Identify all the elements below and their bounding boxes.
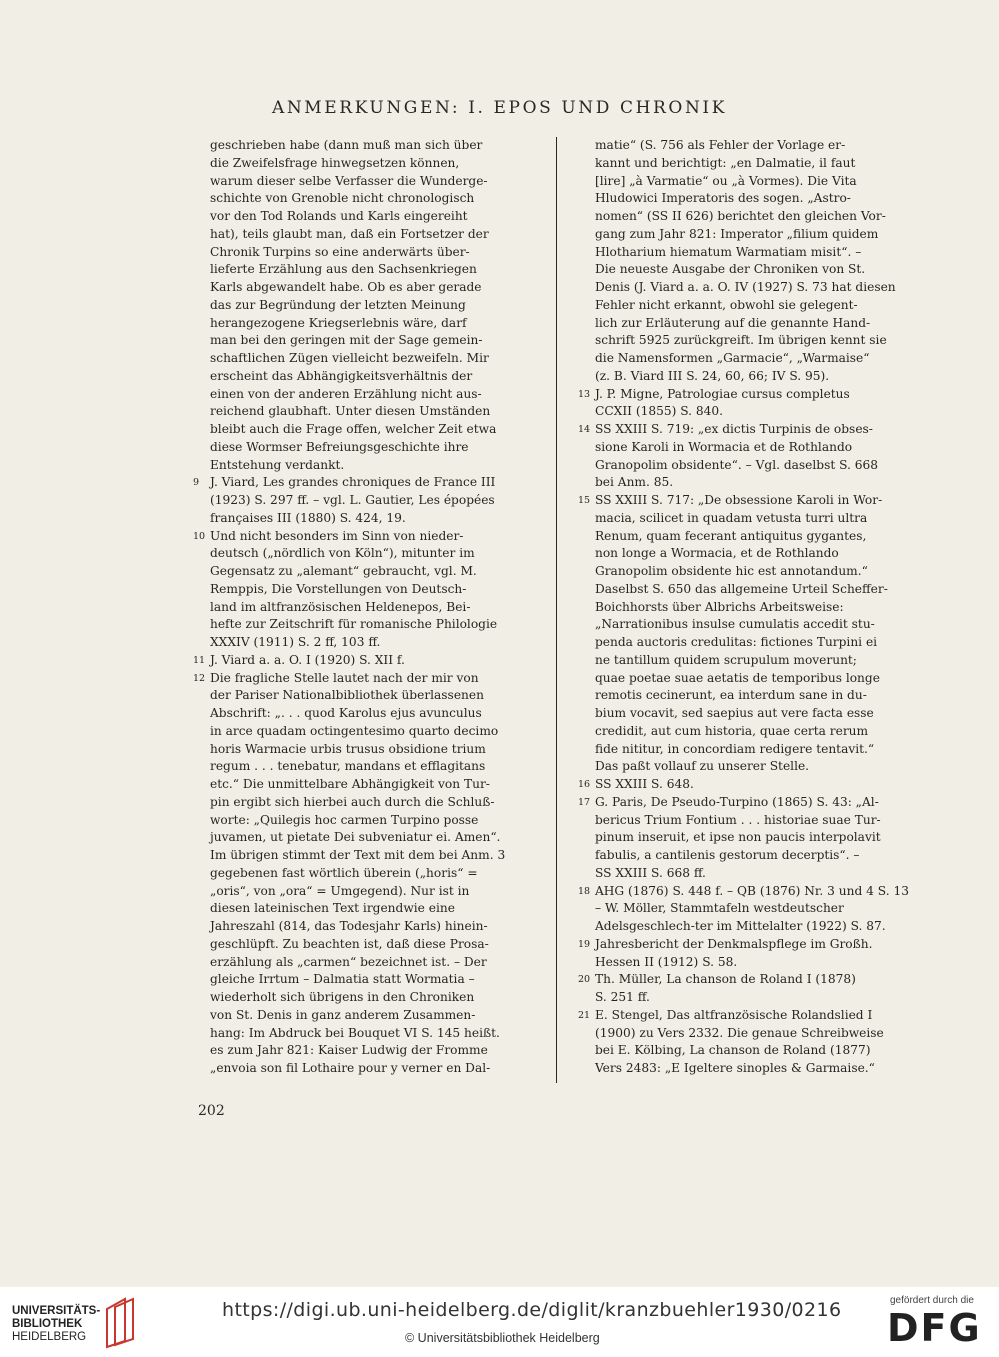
text-line	[193, 297, 536, 315]
text-line	[193, 563, 536, 581]
line-text: (z. B. Viard III S. 24, 60, 66; IV S. 95).	[595, 368, 830, 383]
text-line	[193, 474, 536, 492]
line-text: einen von der anderen Erzählung nicht aus-	[210, 386, 482, 401]
line-text: Hludowici Imperatoris des sogen. „Astro-	[595, 191, 851, 206]
text-line	[193, 599, 536, 617]
footnote-number: 21	[578, 1009, 591, 1021]
line-text: Jahresbericht der Denkmalspflege im Großh.	[595, 936, 873, 951]
line-text: S. 251 ff.	[595, 990, 650, 1004]
line-text: fabulis, a cantilenis gestorum decerptis“. –	[595, 848, 860, 862]
line-text: Th. Müller, La chanson de Roland I (1878)	[595, 972, 856, 987]
line-text: françaises III (1880) S. 424, 19.	[210, 510, 406, 525]
text-line	[578, 865, 922, 883]
line-text: Hlotharium hiematum Warmatiam misit“. –	[595, 244, 862, 259]
text-line	[193, 918, 536, 936]
text-line	[578, 1025, 922, 1043]
library-logo-icon	[103, 1295, 139, 1349]
line-text: bericus Trium Fontium . . . historiae suae Tur-	[595, 812, 881, 827]
text-line	[193, 1025, 536, 1043]
line-text: fide nititur, in concordiam redigere tentavit.“	[595, 741, 875, 756]
library-name-line3: HEIDELBERG	[12, 1331, 87, 1343]
text-line	[578, 208, 922, 226]
left-column	[193, 137, 536, 1078]
line-text: Die fragliche Stelle lautet nach der mir von	[210, 670, 479, 685]
line-text: G. Paris, De Pseudo-Turpino (1865) S. 43: „Al-	[595, 794, 879, 809]
footnote-number: 10	[193, 530, 206, 542]
line-text: quae poetae suae aetatis de temporibus longe	[595, 670, 880, 685]
text-line	[193, 492, 536, 510]
line-text: hat), teils glaubt man, daß ein Fortsetzer der	[210, 226, 489, 241]
text-line	[578, 261, 922, 279]
line-text: remotis cecinerunt, ea interdum sane in du-	[595, 688, 867, 703]
footnote-number: 11	[193, 654, 206, 666]
line-text: Daselbst S. 650 das allgemeine Urteil Scheffer-	[595, 581, 888, 596]
line-text: „Narrationibus insulse cumulatis accedit stu-	[595, 617, 875, 632]
footnote-number: 17	[578, 796, 591, 808]
footnote-number: 15	[578, 495, 591, 506]
text-line	[578, 741, 922, 759]
line-text: ne tantillum quidem scrupulum moverunt;	[595, 652, 857, 667]
line-text: gleiche Irrtum – Dalmatia statt Wormatia –	[210, 972, 475, 987]
text-line	[193, 652, 536, 670]
line-text: matie“ (S. 756 als Fehler der Vorlage er-	[595, 138, 846, 152]
line-text: lieferte Erzählung aus den Sachsenkriegen	[210, 262, 477, 277]
line-text: Und nicht besonders im Sinn von nieder-	[210, 528, 464, 543]
footnote-number: 18	[578, 885, 591, 897]
line-text: Chronik Turpins so eine anderwärts über-	[210, 244, 470, 259]
library-name-line2: BIBLIOTHEK	[12, 1318, 83, 1330]
line-text: Granopolim obsidente“. – Vgl. daselbst S. 668	[595, 457, 879, 472]
page-number: 202	[198, 1103, 225, 1119]
line-text: der Pariser Nationalbibliothek überlassenen	[210, 688, 484, 703]
line-text: CCXII (1855) S. 840.	[595, 404, 724, 419]
text-line	[578, 474, 922, 492]
library-name	[12, 1305, 100, 1344]
text-line	[578, 510, 922, 528]
text-line	[578, 581, 922, 599]
text-line	[193, 155, 536, 173]
text-line	[578, 244, 922, 262]
text-line	[578, 155, 922, 173]
line-text: bleibt auch die Frage offen, welcher Zeit etwa	[210, 422, 497, 436]
text-line	[193, 936, 536, 954]
line-text: vor den Tod Rolands und Karls eingereiht	[210, 209, 468, 223]
text-line	[578, 670, 922, 688]
running-header: ANMERKUNGEN: I. EPOS UND CHRONIK	[271, 98, 728, 118]
line-text: das zur Begründung der letzten Meinung	[210, 297, 466, 312]
text-line	[578, 1042, 922, 1060]
library-name-line1: UNIVERSITÄTS-	[12, 1305, 101, 1317]
line-text: Granopolim obsidente hic est annotandum.“	[595, 564, 868, 578]
text-line	[193, 971, 536, 989]
text-line	[578, 137, 922, 155]
line-text: erzählung als „carmen“ bezeichnet ist. – Der	[210, 954, 487, 969]
text-line	[578, 616, 922, 634]
text-line	[193, 510, 536, 528]
line-text: – W. Möller, Stammtafeln westdeutscher	[595, 901, 844, 916]
text-line	[193, 403, 536, 421]
line-text: Remppis, Die Vorstellungen von Deutsch-	[210, 581, 467, 596]
footnote-number: 20	[578, 974, 591, 986]
line-text: nomen“ (SS II 626) berichtet den gleichen Vor-	[595, 209, 886, 223]
copyright-notice: © Universitätsbibliothek Heidelberg	[405, 1331, 600, 1345]
text-line	[193, 847, 536, 865]
line-text: deutsch („nördlich von Köln“), mitunter im	[210, 546, 475, 561]
line-text: man bei den geringen mit der Sage gemein-	[210, 333, 483, 348]
svg-text:DFG: DFG	[887, 1309, 982, 1345]
text-line	[193, 279, 536, 297]
footnote-number: 13	[578, 388, 591, 400]
text-line	[193, 315, 536, 333]
line-text: in arce quadam octingentesimo quarto decimo	[210, 723, 499, 738]
line-text: schrift 5925 zurückgreift. Im übrigen kennt sie	[595, 333, 887, 348]
line-text: Karls abgewandelt habe. Ob es aber gerade	[210, 280, 482, 294]
line-text: Abschrift: „. . . quod Karolus ejus avunculus	[210, 706, 482, 720]
line-text: Hessen II (1912) S. 58.	[595, 954, 738, 969]
permalink-url[interactable]: https://digi.ub.uni-heidelberg.de/diglit/kranzbuehler1930/0216	[222, 1299, 842, 1321]
line-text: von St. Denis in ganz anderem Zusammen-	[210, 1007, 476, 1022]
text-line	[578, 457, 922, 475]
text-line	[193, 261, 536, 279]
text-line	[193, 723, 536, 741]
line-text: horis Warmacie urbis trusus obsidione trium	[210, 741, 486, 756]
line-text: kannt und berichtigt: „en Dalmatie, il faut	[595, 155, 856, 170]
line-text: Vers 2483: „E Igeltere sinoples & Garmaise.“	[595, 1061, 875, 1075]
line-text: schichte von Grenoble nicht chronologisch	[210, 191, 475, 206]
text-line	[193, 705, 536, 723]
line-text: XXXIV (1911) S. 2 ff, 103 ff.	[210, 635, 381, 649]
text-line	[578, 332, 922, 350]
right-column	[578, 137, 922, 1078]
text-line	[578, 403, 922, 421]
text-line	[193, 190, 536, 208]
text-line	[578, 812, 922, 830]
text-line	[578, 954, 922, 972]
line-text: worte: „Quilegis hoc carmen Turpino posse	[210, 812, 479, 827]
line-text: geschlüpft. Zu beachten ist, daß diese Prosa-	[210, 936, 489, 951]
line-text: credidit, aut cum historia, quae certa rerum	[595, 723, 869, 738]
text-line	[193, 687, 536, 705]
footnote-number: 9	[193, 477, 200, 489]
text-line	[193, 581, 536, 599]
line-text: pinum inseruit, et ipse non paucis interpolavit	[595, 830, 881, 845]
text-line	[578, 226, 922, 244]
line-text: pin ergibt sich hierbei auch durch die Schluß-	[210, 794, 495, 809]
footnote-number: 19	[578, 938, 591, 950]
dfg-logo-icon	[887, 1309, 987, 1345]
text-line	[578, 439, 922, 457]
text-line	[578, 847, 922, 865]
footnote-number: 14	[578, 424, 591, 435]
line-text: wiederholt sich übrigens in den Chroniken	[210, 990, 475, 1004]
text-line	[578, 989, 922, 1007]
line-text: macia, scilicet in quadam vetusta turri ultra	[595, 510, 868, 525]
line-text: „oris“, von „ora“ = Umgegend). Nur ist in	[210, 883, 470, 898]
text-line	[193, 208, 536, 226]
line-text: Boichhorsts über Albrichs Arbeitsweise:	[595, 599, 844, 614]
text-line	[578, 350, 922, 368]
text-line	[578, 421, 922, 439]
line-text: sione Karoli in Wormacia et de Rothlando	[595, 439, 853, 454]
line-text: Denis (J. Viard a. a. O. IV (1927) S. 73 hat diesen	[595, 280, 896, 294]
text-line	[578, 705, 922, 723]
line-text: juvamen, ut pietate Dei subveniatur ei. Amen“.	[210, 830, 501, 845]
text-line	[578, 829, 922, 847]
text-line	[578, 1060, 922, 1078]
text-line	[578, 279, 922, 297]
text-line	[578, 652, 922, 670]
line-text: non longe a Wormacia, et de Rothlando	[595, 546, 839, 561]
text-line	[193, 670, 536, 688]
line-text: herangezogene Kriegserlebnis wäre, darf	[210, 315, 467, 330]
text-line	[578, 794, 922, 812]
text-line	[193, 137, 536, 155]
text-line	[193, 900, 536, 918]
text-line	[193, 439, 536, 457]
line-text: „envoia son fil Lothaire pour y verner en Dal-	[210, 1061, 491, 1075]
text-line	[578, 883, 922, 901]
text-line	[193, 954, 536, 972]
line-text: Jahreszahl (814, das Todesjahr Karls) hinein-	[210, 919, 488, 933]
line-text: J. Viard a. a. O. I (1920) S. XII f.	[210, 652, 405, 667]
text-line	[578, 776, 922, 794]
text-line	[578, 971, 922, 989]
text-line	[578, 563, 922, 581]
line-text: (1923) S. 297 ff. – vgl. L. Gautier, Les épopées	[210, 493, 495, 507]
text-line	[193, 883, 536, 901]
text-line	[578, 900, 922, 918]
text-line	[578, 173, 922, 191]
line-text: erscheint das Abhängigkeitsverhältnis der	[210, 368, 473, 383]
text-line	[193, 989, 536, 1007]
text-line	[193, 776, 536, 794]
line-text: geschrieben habe (dann muß man sich über	[210, 138, 483, 152]
line-text: Gegensatz zu „alemant“ gebraucht, vgl. M.	[210, 564, 477, 578]
text-line	[578, 492, 922, 510]
text-line	[578, 368, 922, 386]
text-line	[193, 829, 536, 847]
line-text: regum . . . tenebatur, mandans et efflagitans	[210, 759, 486, 774]
line-text: hang: Im Abdruck bei Bouquet VI S. 145 heißt.	[210, 1025, 500, 1040]
line-text: J. Viard, Les grandes chroniques de France III	[210, 475, 496, 490]
text-line	[193, 758, 536, 776]
text-line	[193, 457, 536, 475]
text-line	[193, 1060, 536, 1078]
text-line	[193, 173, 536, 191]
text-line	[193, 226, 536, 244]
line-text: penda auctoris credulitas: fictiones Turpini ei	[595, 635, 878, 649]
footnote-number: 12	[193, 672, 206, 684]
line-text: Adelsgeschlech-ter im Mittelalter (1922) S. 87.	[595, 919, 886, 933]
line-text: schaftlichen Zügen vielleicht bezweifeln. Mir	[210, 351, 489, 365]
line-text: Fehler nicht erkannt, obwohl sie gelegent-	[595, 297, 858, 312]
line-text: J. P. Migne, Patrologiae cursus completus	[595, 386, 850, 401]
text-line	[193, 545, 536, 563]
text-line	[193, 332, 536, 350]
line-text: diesen lateinischen Text irgendwie eine	[210, 901, 455, 916]
line-text: es zum Jahr 821: Kaiser Ludwig der Fromme	[210, 1043, 488, 1058]
line-text: die Namensformen „Garmacie“, „Warmaise“	[595, 351, 870, 365]
line-text: SS XXIII S. 648.	[595, 777, 694, 791]
text-line	[193, 741, 536, 759]
text-line	[578, 315, 922, 333]
text-line	[578, 687, 922, 705]
text-line	[193, 1007, 536, 1025]
text-line	[193, 634, 536, 652]
text-line	[578, 634, 922, 652]
line-text: Die neueste Ausgabe der Chroniken von St.	[595, 262, 866, 277]
line-text: E. Stengel, Das altfranzösische Rolandslied I	[595, 1007, 873, 1022]
line-text: SS XXIII S. 668 ff.	[595, 865, 706, 880]
text-line	[578, 918, 922, 936]
line-text: land im altfranzösischen Heldenepos, Bei-	[210, 599, 471, 614]
line-text: Entstehung verdankt.	[210, 457, 345, 472]
text-line	[578, 599, 922, 617]
text-line	[578, 297, 922, 315]
footnote-number: 16	[578, 779, 591, 790]
line-text: hefte zur Zeitschrift für romanische Philologie	[210, 617, 498, 632]
text-line	[193, 528, 536, 546]
text-line	[193, 812, 536, 830]
funding-note: gefördert durch die	[890, 1295, 974, 1306]
line-text: bium vocavit, sed saepius aut vere facta esse	[595, 706, 874, 720]
line-text: etc.“ Die unmittelbare Abhängigkeit von Tur-	[210, 777, 490, 791]
text-line	[578, 936, 922, 954]
text-line	[193, 865, 536, 883]
column-divider	[556, 137, 557, 1083]
line-text: lich zur Erläuterung auf die genannte Hand-	[595, 315, 871, 330]
text-line	[578, 723, 922, 741]
text-line	[193, 350, 536, 368]
line-text: Im übrigen stimmt der Text mit dem bei Anm. 3	[210, 848, 506, 862]
line-text: gegebenen fast wörtlich überein („horis“ =	[210, 865, 478, 880]
text-line	[578, 758, 922, 776]
line-text: Renum, quam fecerant antiquitus gygantes,	[595, 528, 867, 543]
text-line	[578, 528, 922, 546]
text-line	[193, 1042, 536, 1060]
text-line	[193, 386, 536, 404]
line-text: bei E. Kölbing, La chanson de Roland (1877)	[595, 1043, 871, 1058]
line-text: SS XXIII S. 717: „De obsessione Karoli in Wor-	[595, 493, 883, 507]
viewer-footer	[0, 1287, 999, 1357]
line-text: diese Wormser Befreiungsgeschichte ihre	[210, 439, 469, 454]
line-text: Das paßt vollauf zu unserer Stelle.	[595, 759, 810, 774]
line-text: gang zum Jahr 821: Imperator „filium quidem	[595, 226, 879, 241]
line-text: die Zweifelsfrage hinwegsetzen können,	[210, 155, 460, 170]
line-text: [lire] „à Varmatie“ ou „à Vormes). Die Vita	[595, 173, 857, 188]
text-line	[193, 421, 536, 439]
line-text: AHG (1876) S. 448 f. – QB (1876) Nr. 3 und 4 S. 13	[595, 883, 909, 898]
line-text: bei Anm. 85.	[595, 475, 674, 490]
text-line	[578, 1007, 922, 1025]
text-line	[193, 244, 536, 262]
text-line	[578, 386, 922, 404]
line-text: reichend glaubhaft. Unter diesen Umständen	[210, 404, 491, 419]
text-line	[193, 368, 536, 386]
text-line	[193, 794, 536, 812]
line-text: warum dieser selbe Verfasser die Wunderge-	[210, 173, 488, 188]
text-line	[193, 616, 536, 634]
line-text: (1900) zu Vers 2332. Die genaue Schreibweise	[595, 1025, 884, 1040]
text-line	[578, 190, 922, 208]
text-line	[578, 545, 922, 563]
line-text: SS XXIII S. 719: „ex dictis Turpinis de obses-	[595, 422, 873, 436]
